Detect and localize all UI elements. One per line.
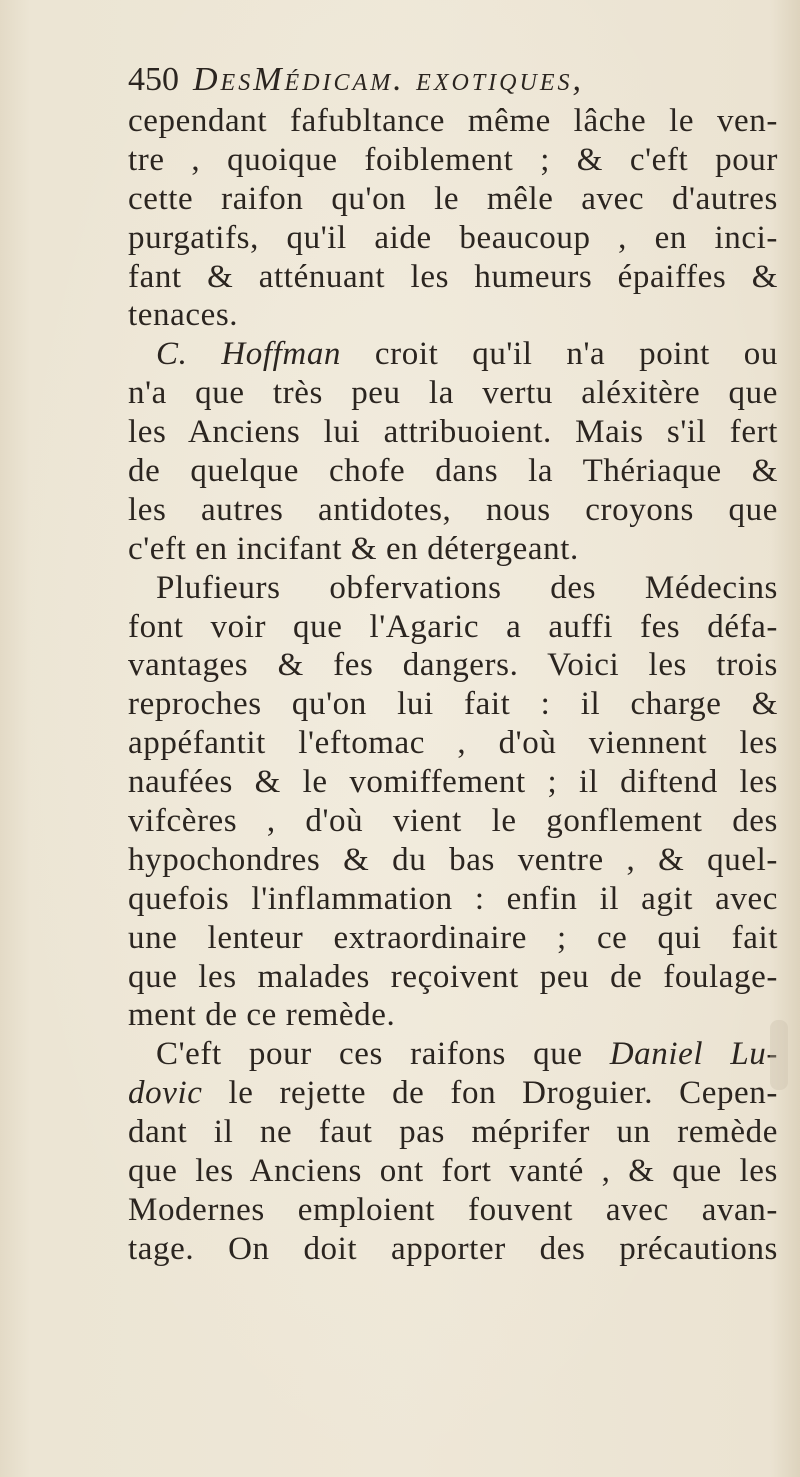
text-line: font voir que l'Agaric a auffi fes défa- bbox=[128, 608, 778, 645]
text-line bbox=[128, 1035, 778, 1074]
text-line: Modernes emploient fouvent avec avan- bbox=[128, 1191, 778, 1228]
running-head: DesMédicam. exotiques, bbox=[193, 61, 584, 98]
text-line: vantages & fes dangers. Voici les trois bbox=[128, 647, 778, 684]
text-line: cependant fafubltance même lâche le ven- bbox=[128, 103, 778, 139]
text-line: purgatifs, qu'il aide beaucoup , en inci- bbox=[128, 219, 778, 256]
text-line: les autres antidotes, nous croyons que bbox=[128, 491, 778, 528]
page-header bbox=[128, 58, 768, 102]
page-number: 450 bbox=[128, 61, 179, 98]
paper-stain bbox=[770, 1020, 788, 1090]
text-line: fant & atténuant les humeurs épaiffes & bbox=[128, 258, 778, 295]
text-line: cette raifon qu'on le mêle avec d'autres bbox=[128, 180, 778, 217]
text-line: c'eft en incifant & en détergeant. bbox=[128, 530, 579, 567]
text-fragment: croit qu'il n'a point ou bbox=[374, 336, 778, 373]
text-line: reproches qu'on lui fait : il charge & bbox=[128, 686, 778, 723]
text-line bbox=[128, 335, 778, 374]
text-line: tre , quoique foiblement ; & c'eft pour bbox=[128, 141, 778, 178]
text-line: tenaces. bbox=[128, 297, 239, 334]
author-name-daniel: Daniel Lu- bbox=[609, 1036, 778, 1073]
text-line: une lenteur extraordinaire ; ce qui fait bbox=[128, 919, 778, 956]
text-line: de quelque chofe dans la Thériaque & bbox=[128, 453, 778, 490]
text-line: hypochondres & du bas ventre , & quel- bbox=[128, 841, 778, 878]
text-line: n'a que très peu la vertu aléxitère que bbox=[128, 375, 778, 412]
text-line: vifcères , d'où vient le gonflement des bbox=[128, 803, 778, 840]
author-name-dovic: dovic bbox=[128, 1075, 203, 1112]
text-fragment: C'eft pour ces raifons que bbox=[156, 1036, 583, 1073]
text-line: Plufieurs obfervations des Médecins bbox=[156, 569, 778, 606]
text-line: appéfantit l'eftomac , d'où viennent les bbox=[128, 725, 778, 762]
text-line: ment de ce remède. bbox=[128, 997, 396, 1034]
text-line: les Anciens lui attribuoient. Mais s'il fert bbox=[128, 414, 778, 451]
body-text bbox=[128, 102, 778, 1269]
author-name-hoffman: C. Hoffman bbox=[156, 336, 342, 373]
text-line: naufées & le vomiffement ; il diftend les bbox=[128, 764, 778, 801]
text-line: quefois l'inflammation : enfin il agit avec bbox=[128, 880, 778, 917]
text-line bbox=[128, 1074, 778, 1113]
text-line: que les Anciens ont fort vanté , & que les bbox=[128, 1153, 778, 1190]
text-line: que les malades reçoivent peu de foulage- bbox=[128, 958, 778, 995]
text-fragment: le rejette de fon Droguier. Cepen- bbox=[228, 1075, 778, 1112]
text-line: tage. On doit apporter des précautions bbox=[128, 1230, 778, 1267]
text-line: dant il ne faut pas méprifer un remède bbox=[128, 1114, 778, 1151]
